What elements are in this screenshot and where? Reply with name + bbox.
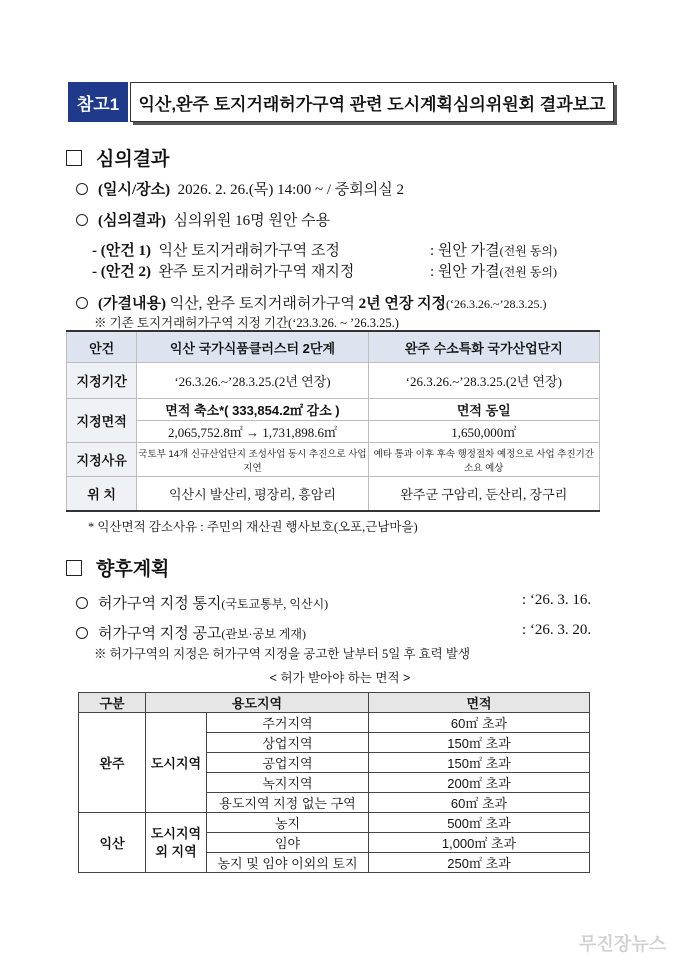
- area-cell: 150㎡ 초과: [369, 733, 590, 753]
- row-header: 지정기간: [67, 363, 137, 399]
- table-header: 안건: [67, 331, 137, 363]
- row-header: 지정사유: [67, 443, 137, 477]
- permit-area-table: [78, 692, 590, 873]
- table-cell: 면적 축소*( 333,854.2㎡ 감소 ): [137, 399, 368, 421]
- zone-cell: 주거지역: [207, 713, 369, 733]
- watermark-logo: 무진장뉴스: [579, 934, 666, 954]
- agenda-1: - (안건 1) 익산 토지거래허가구역 조정: [92, 243, 340, 259]
- section-checkbox-icon: [66, 560, 82, 576]
- circle-bullet-icon: [76, 627, 88, 639]
- zone-cell: 농지 및 임야 이외의 토지: [207, 853, 369, 873]
- area-cell: 250㎡ 초과: [369, 853, 590, 873]
- circle-bullet-icon: [76, 597, 88, 609]
- table-row: [67, 477, 600, 511]
- circle-bullet-icon: [76, 297, 88, 309]
- agenda-2: - (안건 2) 완주 토지거래허가구역 재지정: [92, 264, 355, 280]
- group-cell: 도시지역 외 지역: [146, 813, 207, 873]
- table-row: [79, 713, 590, 733]
- agenda-2-result: : 원안 가결(전원 동의): [430, 264, 558, 280]
- table-cell: 완주군 구암리, 둔산리, 장구리: [368, 477, 599, 511]
- circle-bullet-icon: [76, 183, 88, 195]
- plan-item-1-date: : ‘26. 3. 16.: [522, 592, 592, 608]
- plan-item-2-date: : ‘26. 3. 20.: [522, 622, 592, 638]
- section-title: 심의결과: [96, 149, 170, 170]
- zone-cell: 녹지지역: [207, 773, 369, 793]
- table-row: [67, 421, 600, 443]
- zone-cell: 공업지역: [207, 753, 369, 773]
- area-cell: 200㎡ 초과: [369, 773, 590, 793]
- table-cell: ‘26.3.26.~’28.3.25.(2년 연장): [368, 363, 599, 399]
- effect-note: ※ 허가구역의 지정은 허가구역 지정을 공고한 날부터 5일 후 효력 발생: [94, 647, 471, 661]
- area-cell: 60㎡ 초과: [369, 793, 590, 813]
- table-cell: 국토부 14개 신규산업단지 조성사업 동시 추진으로 사업 지연: [137, 443, 368, 477]
- existing-period-note: ※ 기존 토지거래허가구역 지정 기간(‘23.3.26. ~ ’26.3.25.): [94, 316, 399, 330]
- table-cell: 면적 동일: [368, 399, 599, 421]
- table-header: 구분: [79, 693, 146, 713]
- area-footnote: * 익산면적 감소사유 : 주민의 재산권 행사보호(오포,근남마을): [88, 520, 418, 534]
- table-header: 면적: [369, 693, 590, 713]
- row-header: 위 치: [67, 477, 137, 511]
- page-title: 익산,완주 토지거래허가구역 관련 도시계획심의위원회 결과보고: [130, 82, 614, 122]
- plan-item-2: 허가구역 지정 공고(관보·공보 게재): [76, 622, 306, 643]
- area-cell: 60㎡ 초과: [369, 713, 590, 733]
- result-line: (심의결과) 심의위원 16명 원안 수용: [76, 209, 330, 230]
- schedule-line: (일시/장소) 2026. 2. 26.(목) 14:00 ~ / 중회의실 2: [76, 178, 404, 199]
- table-cell: 1,650,000㎡: [368, 421, 599, 443]
- table-cell: ‘26.3.26.~’28.3.25.(2년 연장): [137, 363, 368, 399]
- title-badge: 참고1: [68, 82, 128, 122]
- area-cell: 150㎡ 초과: [369, 753, 590, 773]
- zone-cell: 상업지역: [207, 733, 369, 753]
- table-header: 용도지역: [146, 693, 369, 713]
- plan-item-1: 허가구역 지정 통지(국토교통부, 익산시): [76, 592, 328, 613]
- group-cell: 도시지역: [146, 713, 207, 813]
- table-caption: < 허가 받아야 하는 면적 >: [269, 671, 411, 685]
- section-title: 향후계획: [96, 559, 170, 580]
- table-cell: 예타 통과 이후 후속 행정절차 예정으로 사업 추진기간 소요 예상: [368, 443, 599, 477]
- table-header: 완주 수소특화 국가산업단지: [368, 331, 599, 363]
- table-row: [67, 443, 600, 477]
- table-row: [67, 399, 600, 421]
- section-deliberation-result: [66, 144, 169, 171]
- section-checkbox-icon: [66, 150, 82, 166]
- agenda-1-result: : 원안 가결(전원 동의): [430, 243, 558, 259]
- table-cell: 익산시 발산리, 평장리, 흥암리: [137, 477, 368, 511]
- row-header: 지정면적: [67, 399, 137, 443]
- decision-line: (가결내용) 익산, 완주 토지거래허가구역 2년 연장 지정(‘26.3.26.~’28.3.25.): [76, 292, 547, 313]
- region-cell: 완주: [79, 713, 146, 813]
- region-cell: 익산: [79, 813, 146, 873]
- table-row: [79, 813, 590, 833]
- zone-cell: 농지: [207, 813, 369, 833]
- designation-table: [66, 330, 600, 512]
- table-header: 익산 국가식품클러스터 2단계: [137, 331, 368, 363]
- table-cell: 2,065,752.8㎡ → 1,731,898.6㎡: [137, 421, 368, 443]
- section-future-plan: [66, 554, 169, 581]
- table-row: [67, 363, 600, 399]
- area-cell: 500㎡ 초과: [369, 813, 590, 833]
- area-cell: 1,000㎡ 초과: [369, 833, 590, 853]
- zone-cell: 임야: [207, 833, 369, 853]
- circle-bullet-icon: [76, 214, 88, 226]
- zone-cell: 용도지역 지정 없는 구역: [207, 793, 369, 813]
